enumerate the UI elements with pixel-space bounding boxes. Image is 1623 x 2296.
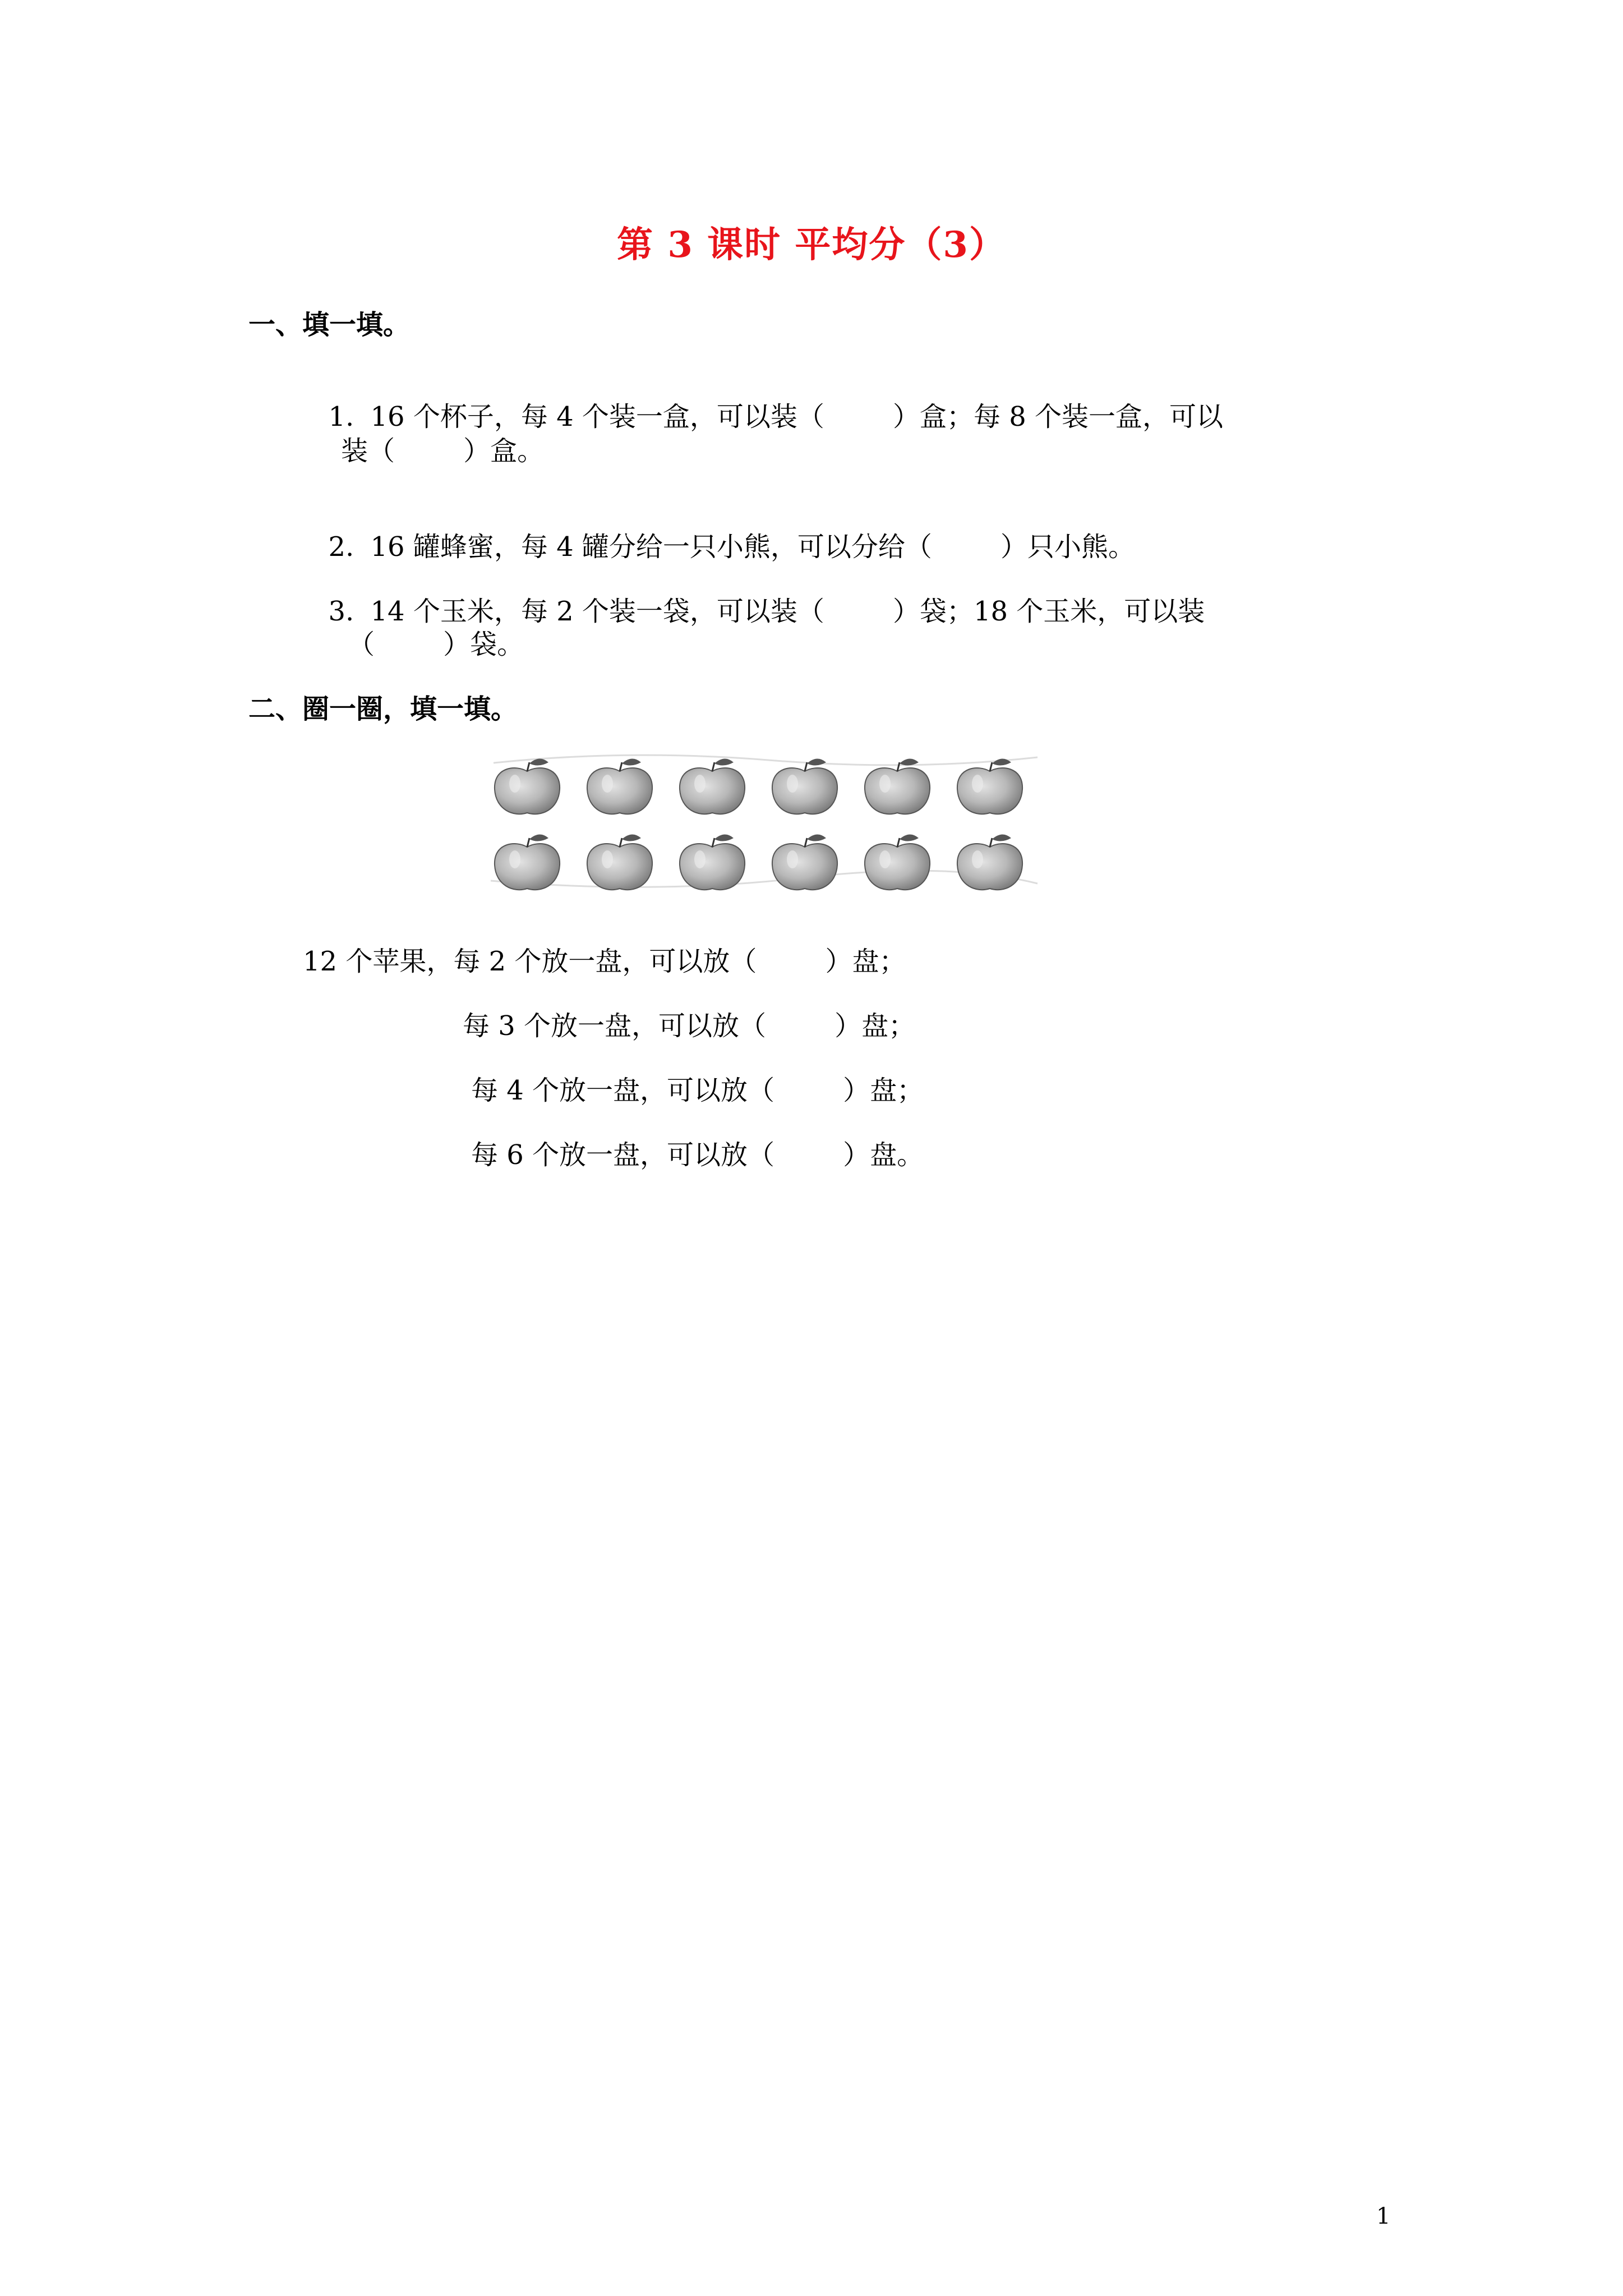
answer-line-4: 每 6 个放一盘，可以放（ ）盘。: [471, 1139, 924, 1171]
question-1-line-1: [311, 364, 1223, 434]
apple-icon: [957, 758, 1022, 814]
apple-icon: [772, 834, 837, 890]
question-number: 1.: [328, 401, 354, 432]
apple-icon: [865, 834, 930, 890]
question-number: 2.: [328, 531, 354, 563]
section-heading-circle-fill: 二、圈一圈，填一填。: [248, 693, 518, 725]
answer-line-1: 12 个苹果，每 2 个放一盘，可以放（ ）盘；: [303, 946, 906, 977]
question-text: 16 罐蜂蜜，每 4 罐分给一只小熊，可以分给（ ）只小熊。: [370, 531, 1135, 563]
apple-icon: [495, 758, 560, 814]
question-text: 14 个玉米，每 2 个装一袋，可以装（ ）袋；18 个玉米，可以装: [370, 596, 1205, 627]
apple-icon: [680, 834, 745, 890]
question-2-line-1: [311, 494, 1135, 564]
question-1-line-2: 装（ ）盒。: [341, 435, 545, 467]
apple-icon: [957, 834, 1022, 890]
section-heading-fill-in: 一、填一填。: [248, 309, 411, 341]
answer-line-2: 每 3 个放一盘，可以放（ ）盘；: [463, 1010, 916, 1042]
apple-grid: [488, 746, 1040, 903]
answer-line-3: 每 4 个放一盘，可以放（ ）盘；: [471, 1075, 924, 1106]
apple-icon: [587, 834, 652, 890]
apple-icon: [772, 758, 837, 814]
apple-icon: [495, 834, 560, 890]
question-3-line-1: [311, 558, 1205, 628]
apple-icon: [865, 758, 930, 814]
question-number: 3.: [328, 596, 354, 627]
apple-icon: [680, 758, 745, 814]
question-3-line-2: （ ）袋。: [348, 629, 524, 660]
page-number: 1: [1376, 2203, 1391, 2229]
question-text: 16 个杯子，每 4 个装一盒，可以装（ ）盒；每 8 个装一盒，可以: [370, 401, 1224, 432]
page-title: 第 3 课时 平均分（3）: [617, 224, 1006, 266]
apple-icon: [587, 758, 652, 814]
